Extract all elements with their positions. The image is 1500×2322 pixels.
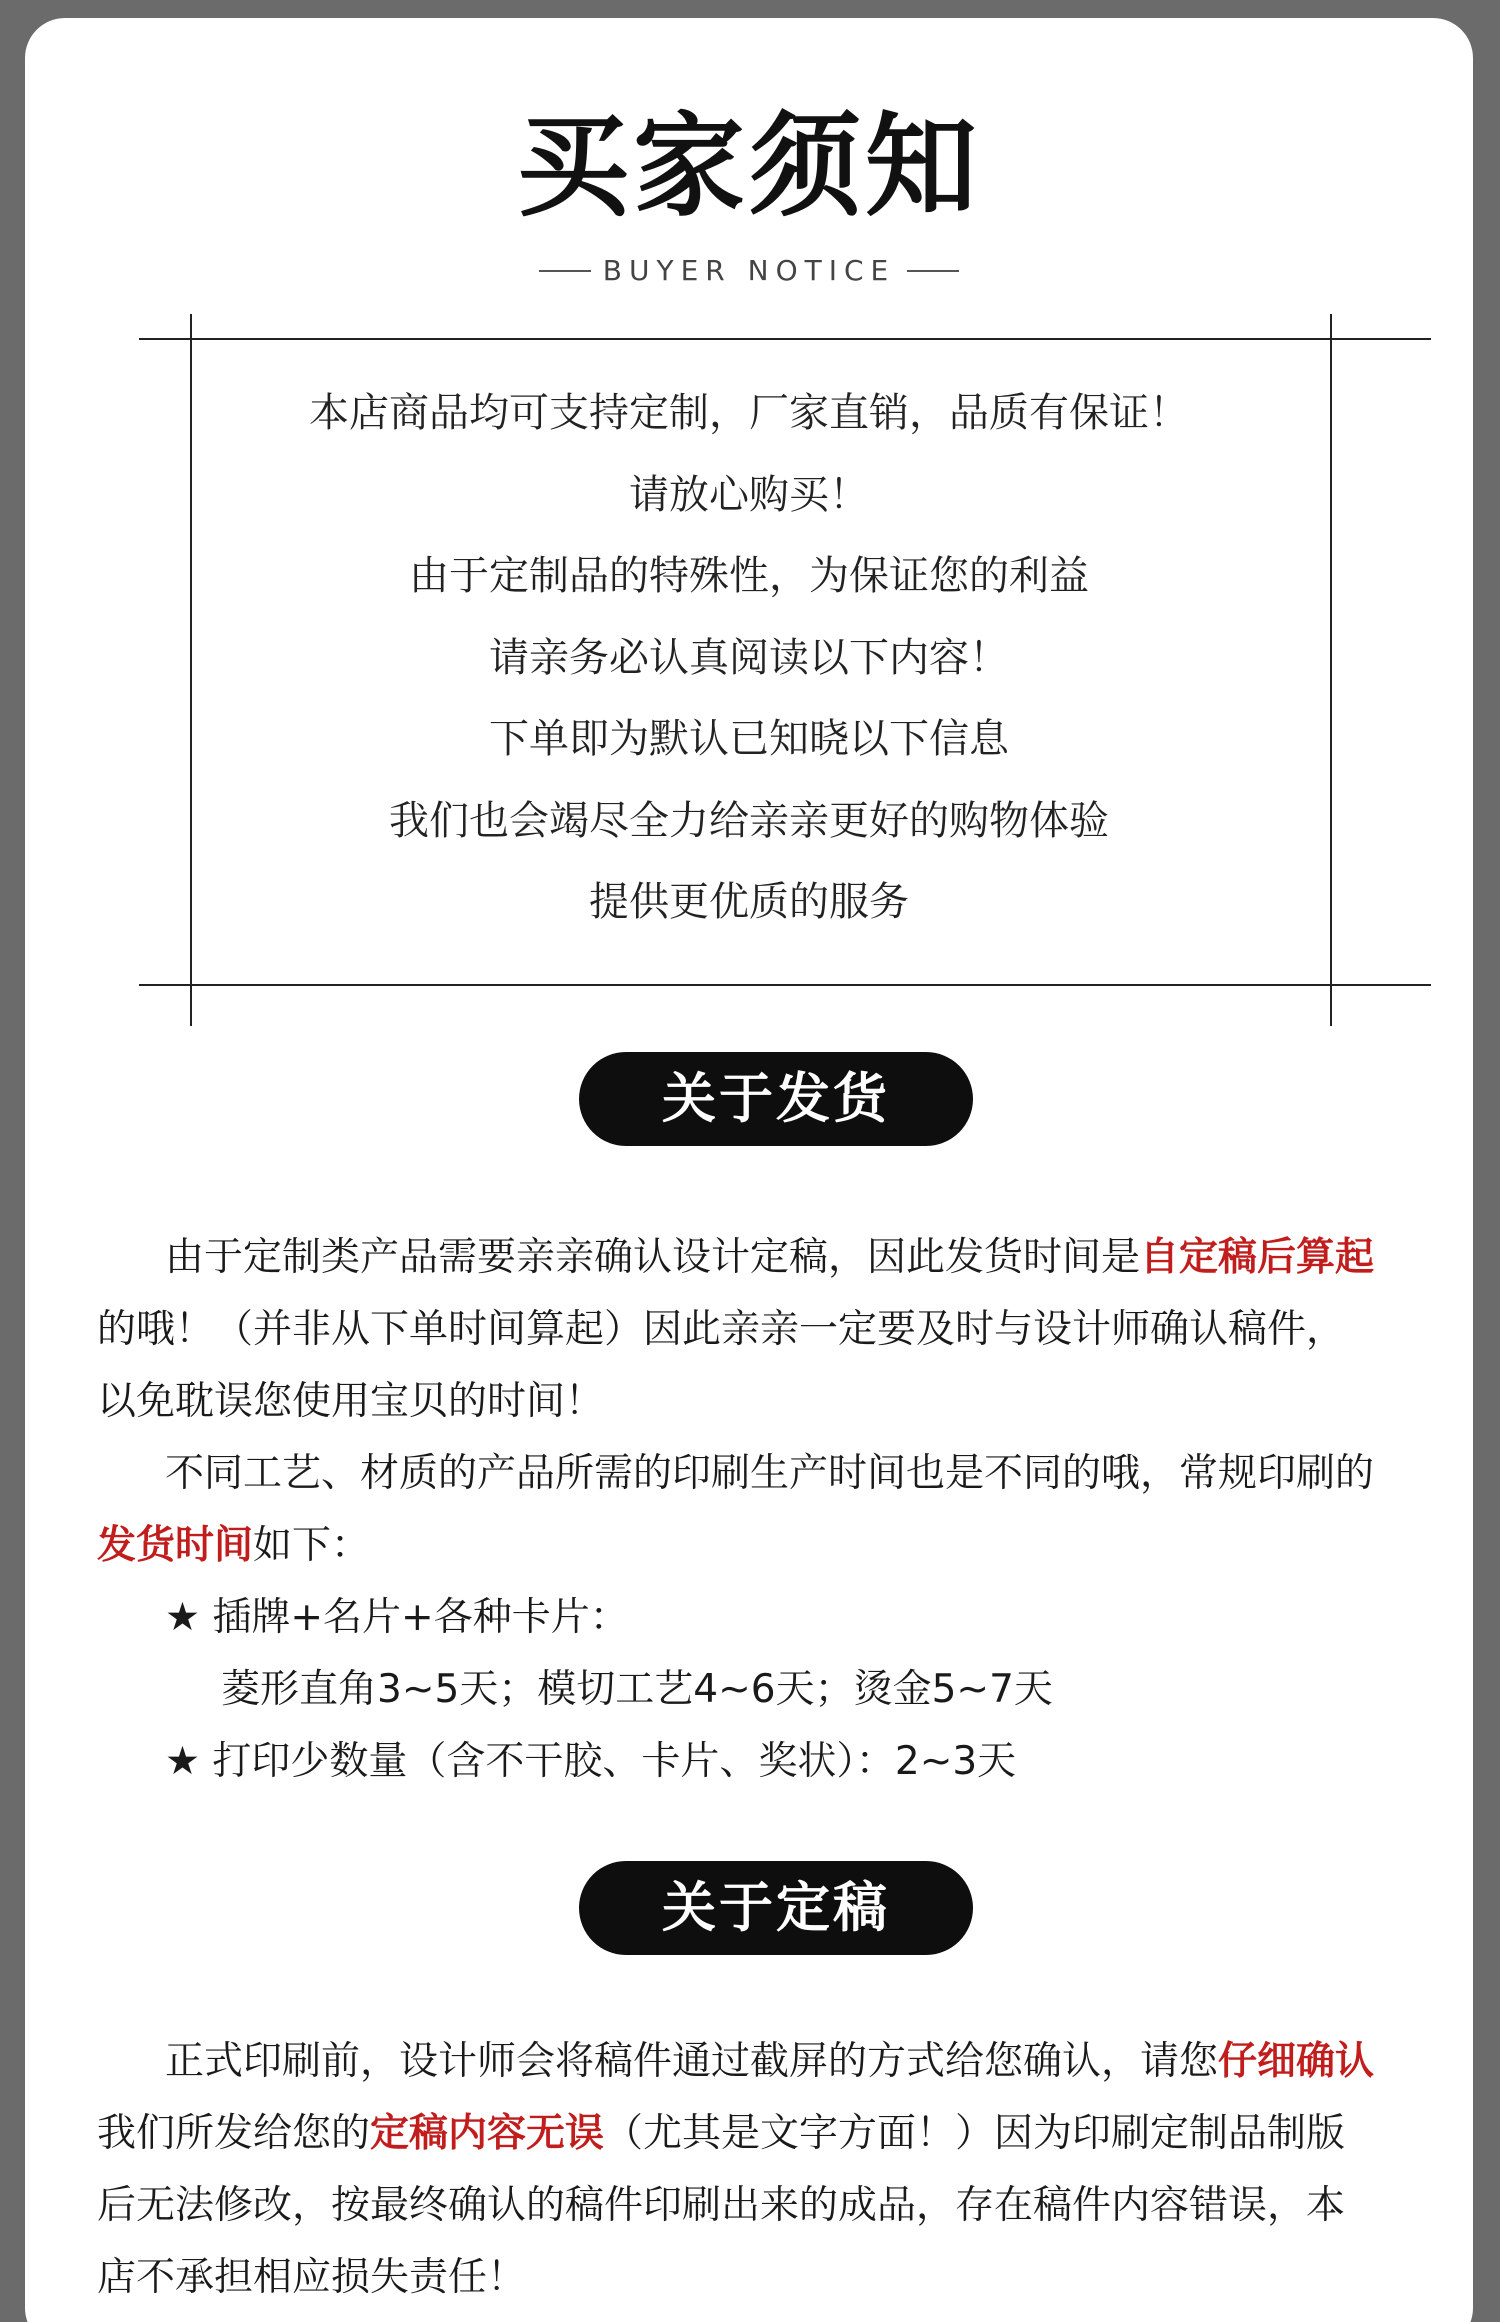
notice-text-block bbox=[25, 373, 1473, 944]
shipping-heading: 关于发货 bbox=[579, 1052, 973, 1146]
draft-text: 我们所发给您的 bbox=[97, 2111, 371, 2156]
shipping-text: 如下： bbox=[253, 1523, 371, 1568]
shipping-para-line: 的哦！（并非从下单时间算起）因此亲亲一定要及时与设计师确认稿件， bbox=[97, 1307, 1346, 1352]
star-icon: ★ bbox=[165, 1739, 200, 1784]
notice-line: 由于定制品的特殊性，为保证您的利益 bbox=[409, 553, 1089, 599]
shipping-para-line: 不同工艺、材质的产品所需的印刷生产时间也是不同的哦，常规印刷的 bbox=[165, 1451, 1375, 1496]
draft-highlight: 仔细确认 bbox=[1218, 2039, 1375, 2084]
shipping-item bbox=[97, 1582, 1487, 1654]
draft-para-line: 店不承担相应损失责任！ bbox=[97, 2255, 527, 2300]
subtitle-divider-left bbox=[539, 270, 591, 272]
shipping-para-line bbox=[97, 1510, 1487, 1582]
frame-bottom-line bbox=[139, 984, 1431, 986]
draft-heading: 关于定稿 bbox=[579, 1861, 973, 1955]
notice-line: 本店商品均可支持定制，厂家直销，品质有保证！ bbox=[309, 390, 1189, 436]
shipping-para-line: 以免耽误您使用宝贝的时间！ bbox=[97, 1379, 605, 1424]
notice-card bbox=[25, 18, 1473, 2322]
draft-text: （尤其是文字方面！）因为印刷定制品制版 bbox=[604, 2111, 1346, 2156]
shipping-section bbox=[97, 1222, 1487, 1798]
draft-para-line bbox=[97, 2098, 1487, 2170]
subtitle-divider-right bbox=[907, 270, 959, 272]
notice-line: 提供更优质的服务 bbox=[589, 879, 909, 925]
shipping-item-detail: 菱形直角3~5天；模切工艺4~6天；烫金5~7天 bbox=[221, 1667, 1053, 1712]
draft-section bbox=[97, 2026, 1487, 2314]
shipping-item bbox=[97, 1726, 1487, 1798]
notice-line: 我们也会竭尽全力给亲亲更好的购物体验 bbox=[389, 797, 1109, 844]
frame-top-line bbox=[139, 338, 1431, 340]
shipping-highlight: 自定稿后算起 bbox=[1140, 1235, 1375, 1280]
notice-line: 请亲务必认真阅读以下内容！ bbox=[489, 634, 1009, 681]
notice-line: 下单即为默认已知晓以下信息 bbox=[489, 716, 1009, 762]
shipping-highlight: 发货时间 bbox=[97, 1523, 254, 1568]
draft-text: 正式印刷前，设计师会将稿件通过截屏的方式给您确认，请您 bbox=[165, 2039, 1219, 2084]
notice-line: 请放心购买！ bbox=[629, 471, 869, 518]
subtitle-row bbox=[25, 254, 1473, 287]
shipping-para-line bbox=[97, 1222, 1487, 1294]
shipping-item-title: 插牌+名片+各种卡片： bbox=[212, 1595, 629, 1640]
page-subtitle: BUYER NOTICE bbox=[602, 254, 896, 287]
draft-para-line: 后无法修改，按最终确认的稿件印刷出来的成品，存在稿件内容错误，本 bbox=[97, 2183, 1346, 2228]
draft-highlight: 定稿内容无误 bbox=[370, 2111, 605, 2156]
shipping-text: 由于定制类产品需要亲亲确认设计定稿，因此发货时间是 bbox=[165, 1235, 1141, 1280]
draft-para-line bbox=[97, 2026, 1487, 2098]
page-title: 买家须知 bbox=[517, 102, 981, 232]
star-icon: ★ bbox=[165, 1595, 200, 1640]
shipping-item-title: 打印少数量（含不干胶、卡片、奖状）：2~3天 bbox=[212, 1739, 1017, 1784]
